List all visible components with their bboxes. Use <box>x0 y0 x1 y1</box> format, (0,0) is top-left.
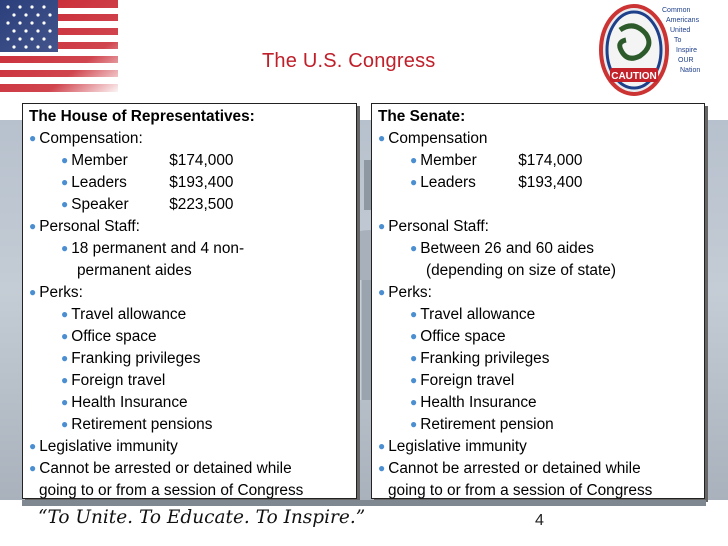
bullet-icon: ● <box>29 285 37 299</box>
senate-perk: ● Health Insurance <box>410 394 537 411</box>
acronym-line: To <box>674 37 682 44</box>
bullet-icon: ● <box>410 373 418 387</box>
senate-compensation-item: ● Compensation <box>378 130 488 147</box>
bullet-icon: ● <box>61 241 69 255</box>
house-panel <box>22 103 357 499</box>
house-immunity-item: ● Legislative immunity <box>29 438 178 455</box>
bullet-icon: ● <box>61 373 69 387</box>
us-flag-image <box>0 0 118 92</box>
senate-perk: ● Foreign travel <box>410 372 515 389</box>
bullet-icon: ● <box>61 153 69 167</box>
bullet-icon: ● <box>410 417 418 431</box>
senate-perks-item: ● Perks: <box>378 284 432 301</box>
flag-stripes <box>0 0 118 92</box>
bullet-icon: ● <box>410 329 418 343</box>
bullet-icon: ● <box>61 197 69 211</box>
senate-immunity-item: ● Legislative immunity <box>378 438 527 455</box>
house-perk: ● Health Insurance <box>61 394 188 411</box>
bullet-icon: ● <box>378 219 386 233</box>
house-perks-item: ● Perks: <box>29 284 83 301</box>
acronym-line: Nation <box>680 67 701 74</box>
house-perk: ● Foreign travel <box>61 372 166 389</box>
bullet-icon: ● <box>378 439 386 453</box>
senate-arrest-item-cont: going to or from a session of Congress <box>388 482 653 499</box>
bullet-icon: ● <box>29 461 37 475</box>
slide-title: The U.S. Congress <box>262 50 436 72</box>
senate-perk: ● Travel allowance <box>410 306 536 323</box>
bullet-icon: ● <box>29 439 37 453</box>
bullet-icon: ● <box>29 131 37 145</box>
bullet-icon: ● <box>410 153 418 167</box>
senate-comp-leaders: ● Leaders $193,400 <box>410 174 583 191</box>
bullet-icon: ● <box>61 417 69 431</box>
bullet-icon: ● <box>378 461 386 475</box>
senate-spacer <box>378 194 704 216</box>
house-comp-speaker: ● Speaker $223,500 <box>61 196 234 213</box>
house-arrest-item: ● Cannot be arrested or detained while <box>29 460 292 477</box>
acronym-line: Common <box>662 7 691 14</box>
house-perk: ● Travel allowance <box>61 306 187 323</box>
senate-perk: ● Franking privileges <box>410 350 550 367</box>
caution-label: CAUTION <box>611 71 657 82</box>
bullet-icon: ● <box>61 175 69 189</box>
acronym-line: Inspire <box>676 47 698 54</box>
senate-arrest-item: ● Cannot be arrested or detained while <box>378 460 641 477</box>
senate-panel <box>371 103 705 499</box>
bullet-icon: ● <box>410 241 418 255</box>
senate-staff-detail-cont: (depending on size of state) <box>426 262 616 279</box>
house-comp-member: ● Member $174,000 <box>61 152 234 169</box>
page-number: 4 <box>535 512 544 529</box>
footer-divider <box>22 500 706 506</box>
acronym-line: Americans <box>666 17 700 24</box>
house-arrest-item-cont: going to or from a session of Congress <box>39 482 304 499</box>
bullet-icon: ● <box>61 307 69 321</box>
bullet-icon: ● <box>378 285 386 299</box>
bullet-icon: ● <box>410 175 418 189</box>
bullet-icon: ● <box>61 329 69 343</box>
acronym-line: OUR <box>678 57 694 64</box>
bullet-icon: ● <box>378 131 386 145</box>
acronym-line: United <box>670 27 691 34</box>
bullet-icon: ● <box>410 395 418 409</box>
house-perk: ● Office space <box>61 328 157 345</box>
house-compensation-item: ● Compensation: <box>29 130 143 147</box>
bullet-icon: ● <box>61 395 69 409</box>
bullet-icon: ● <box>410 307 418 321</box>
house-staff-detail-cont: permanent aides <box>77 262 192 279</box>
house-staff-item: ● Personal Staff: <box>29 218 140 235</box>
senate-staff-detail: ● Between 26 and 60 aides <box>410 240 594 257</box>
bullet-icon: ● <box>29 219 37 233</box>
caution-badge-logo <box>592 0 728 100</box>
bullet-icon: ● <box>61 351 69 365</box>
footer-quote: “To Unite. To Educate. To Inspire.” <box>38 507 366 528</box>
senate-comp-member: ● Member $174,000 <box>410 152 583 169</box>
senate-perk: ● Retirement pension <box>410 416 554 433</box>
senate-staff-item: ● Personal Staff: <box>378 218 489 235</box>
house-comp-leaders: ● Leaders $193,400 <box>61 174 234 191</box>
senate-heading: The Senate: <box>378 108 466 125</box>
house-heading: The House of Representatives: <box>29 108 255 125</box>
house-staff-detail: ● 18 permanent and 4 non- <box>61 240 245 257</box>
house-perk: ● Retirement pensions <box>61 416 213 433</box>
house-perk: ● Franking privileges <box>61 350 201 367</box>
bullet-icon: ● <box>410 351 418 365</box>
senate-perk: ● Office space <box>410 328 506 345</box>
